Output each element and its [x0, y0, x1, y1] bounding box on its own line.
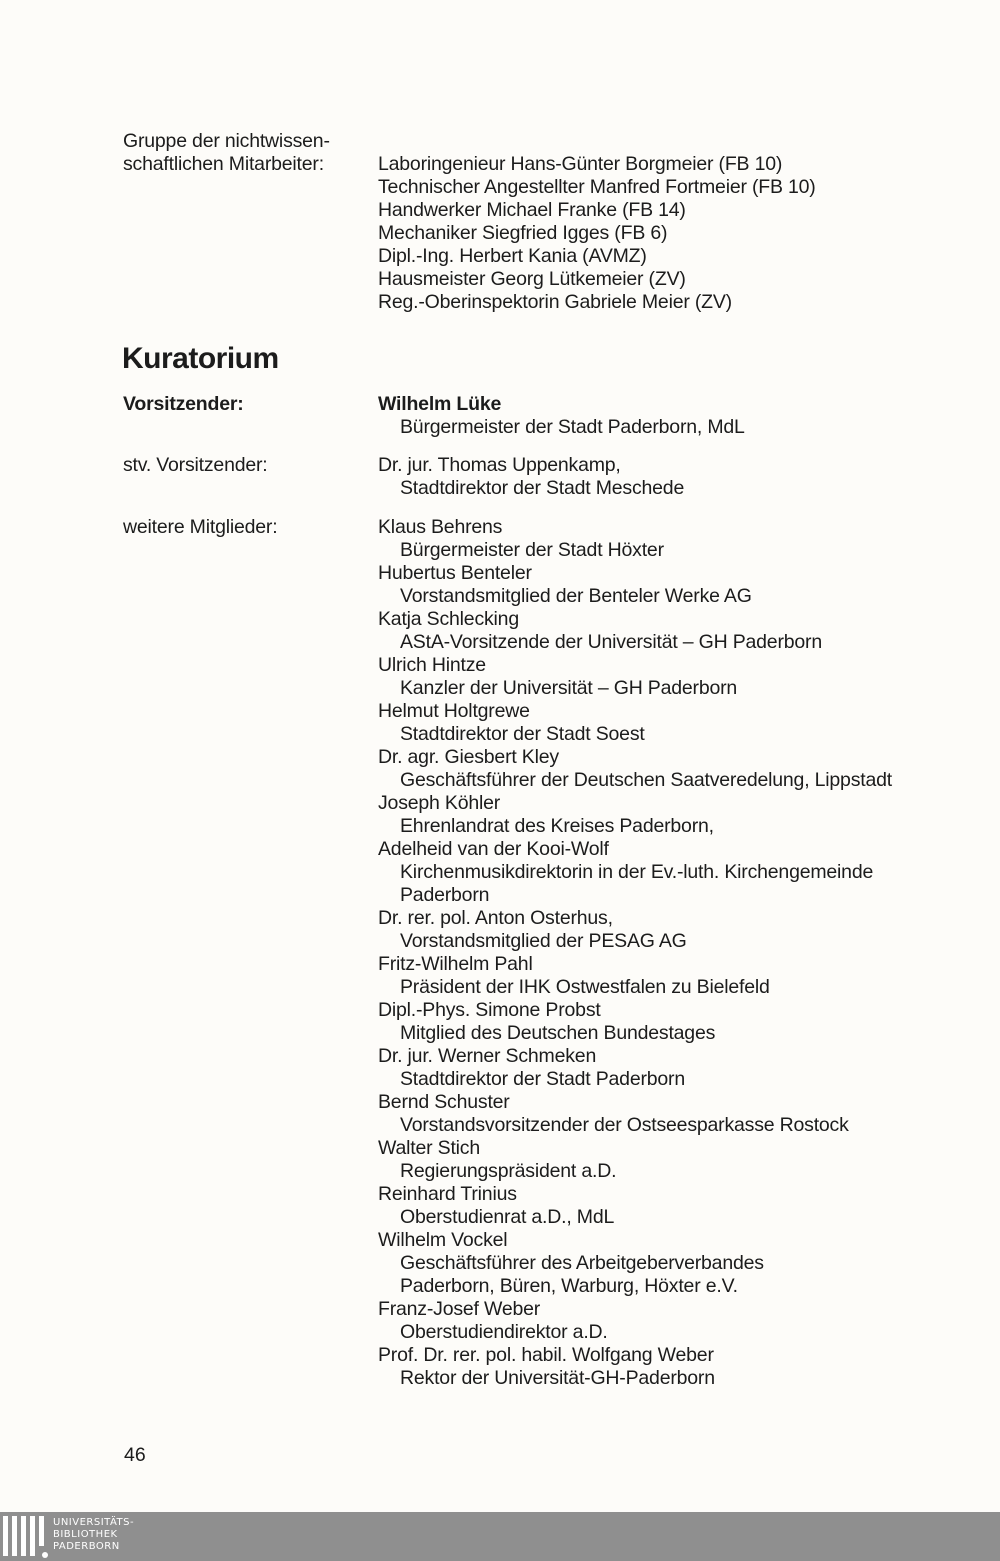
member-name: Reinhard Trinius	[378, 1183, 517, 1205]
member-role: Bürgermeister der Stadt Höxter	[400, 539, 664, 561]
member-role: Stadtdirektor der Stadt Soest	[400, 723, 645, 745]
staff-member: Handwerker Michael Franke (FB 14)	[378, 199, 686, 221]
logo-line: BIBLIOTHEK	[53, 1529, 118, 1540]
member-name: Prof. Dr. rer. pol. habil. Wolfgang Weber	[378, 1344, 714, 1366]
logo-line: PADERBORN	[53, 1541, 120, 1552]
member-role: Paderborn	[400, 884, 490, 906]
member-role: Mitglied des Deutschen Bundestages	[400, 1022, 716, 1044]
member-role: Vorstandsvorsitzender der Ostseesparkasse Rostock	[400, 1114, 849, 1136]
member-name: Dr. rer. pol. Anton Osterhus,	[378, 907, 613, 929]
chair-name: Wilhelm Lüke	[378, 393, 502, 415]
member-role: Oberstudienrat a.D., MdL	[400, 1206, 615, 1228]
section-heading: Kuratorium	[122, 342, 279, 375]
member-name: Helmut Holtgrewe	[378, 700, 530, 722]
member-name: Dipl.-Phys. Simone Probst	[378, 999, 601, 1021]
library-logo-icon	[3, 1516, 43, 1558]
staff-member: Mechaniker Siegfried Igges (FB 6)	[378, 222, 668, 244]
member-role: Regierungspräsident a.D.	[400, 1160, 617, 1182]
member-role: Kirchenmusikdirektorin in der Ev.-luth. Kirchengemeinde	[400, 861, 874, 883]
staff-member: Dipl.-Ing. Herbert Kania (AVMZ)	[378, 245, 647, 267]
member-role: AStA-Vorsitzende der Universität – GH Paderborn	[400, 631, 822, 653]
staff-member: Laboringenieur Hans-Günter Borgmeier (FB 10)	[378, 153, 783, 175]
page-number: 46	[124, 1444, 146, 1466]
vice-chair-role: Stadtdirektor der Stadt Meschede	[400, 477, 685, 499]
member-name: Fritz-Wilhelm Pahl	[378, 953, 533, 975]
member-role: Paderborn, Büren, Warburg, Höxter e.V.	[400, 1275, 738, 1297]
member-name: Ulrich Hintze	[378, 654, 486, 676]
member-role: Geschäftsführer der Deutschen Saatveredelung, Lippstadt	[400, 769, 892, 791]
member-role: Vorstandsmitglied der PESAG AG	[400, 930, 687, 952]
member-role: Oberstudiendirektor a.D.	[400, 1321, 608, 1343]
member-name: Klaus Behrens	[378, 516, 503, 538]
library-logo-text	[53, 1517, 134, 1553]
member-role: Präsident der IHK Ostwestfalen zu Bielefeld	[400, 976, 770, 998]
member-name: Walter Stich	[378, 1137, 480, 1159]
vice-chair-label: stv. Vorsitzender:	[123, 454, 268, 476]
member-name: Dr. jur. Werner Schmeken	[378, 1045, 597, 1067]
member-name: Hubertus Benteler	[378, 562, 532, 584]
vice-chair-name: Dr. jur. Thomas Uppenkamp,	[378, 454, 621, 476]
staff-member: Technischer Angestellter Manfred Fortmeier (FB 10)	[378, 176, 816, 198]
member-name: Bernd Schuster	[378, 1091, 510, 1113]
staff-member: Hausmeister Georg Lütkemeier (ZV)	[378, 268, 686, 290]
member-name: Franz-Josef Weber	[378, 1298, 541, 1320]
staff-group-label-line-1: Gruppe der nichtwissen-	[123, 130, 330, 152]
logo-line: UNIVERSITÄTS-	[53, 1517, 135, 1528]
chair-role: Bürgermeister der Stadt Paderborn, MdL	[400, 416, 745, 438]
member-name: Adelheid van der Kooi-Wolf	[378, 838, 609, 860]
member-role: Ehrenlandrat des Kreises Paderborn,	[400, 815, 714, 837]
chair-label: Vorsitzender:	[123, 393, 244, 415]
member-role: Kanzler der Universität – GH Paderborn	[400, 677, 738, 699]
member-role: Rektor der Universität-GH-Paderborn	[400, 1367, 715, 1389]
member-name: Joseph Köhler	[378, 792, 501, 814]
library-footer-bar	[0, 1512, 1000, 1561]
member-role: Stadtdirektor der Stadt Paderborn	[400, 1068, 685, 1090]
member-name: Wilhelm Vockel	[378, 1229, 508, 1251]
staff-member: Reg.-Oberinspektorin Gabriele Meier (ZV)	[378, 291, 732, 313]
member-name: Dr. agr. Giesbert Kley	[378, 746, 559, 768]
member-role: Geschäftsführer des Arbeitgeberverbandes	[400, 1252, 764, 1274]
member-role: Vorstandsmitglied der Benteler Werke AG	[400, 585, 752, 607]
staff-group-label-line-2: schaftlichen Mitarbeiter:	[123, 153, 324, 175]
member-name: Katja Schlecking	[378, 608, 519, 630]
members-label: weitere Mitglieder:	[123, 516, 278, 538]
